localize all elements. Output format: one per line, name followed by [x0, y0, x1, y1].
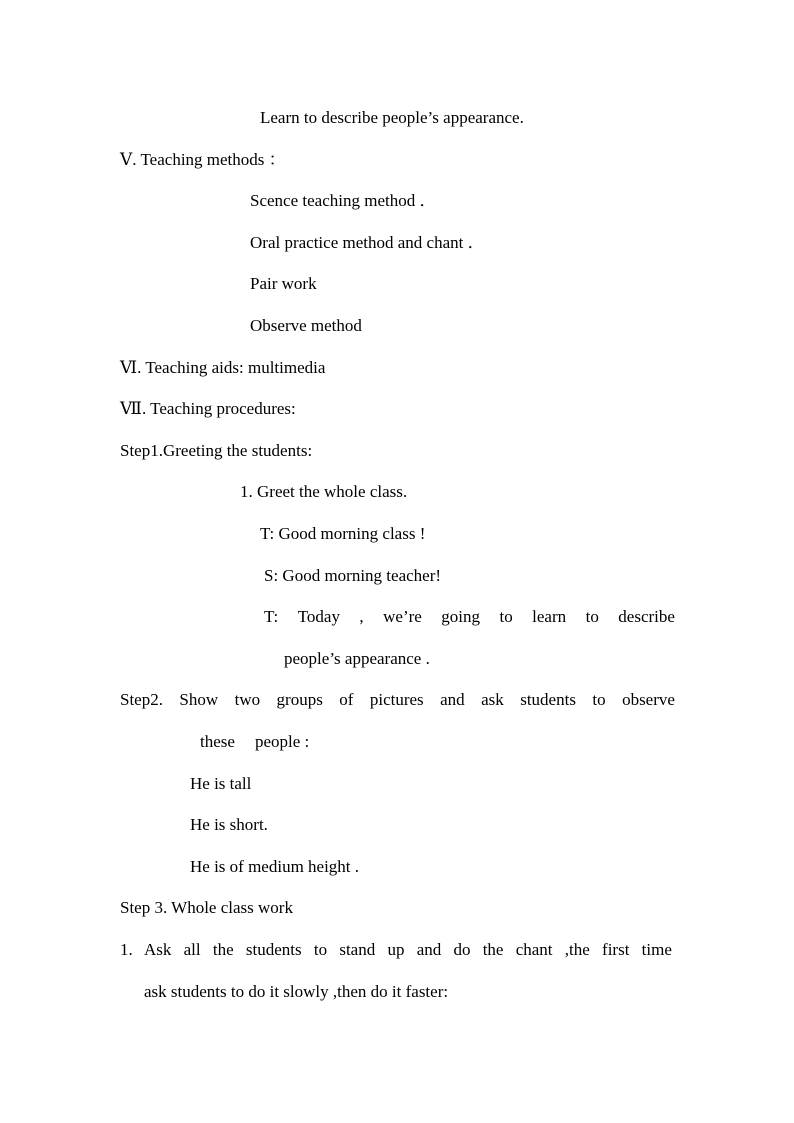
word: up	[387, 940, 405, 959]
word: pictures	[369, 690, 424, 709]
dialogue-line: S: Good morning teacher!	[264, 566, 442, 585]
word: learn	[532, 607, 567, 626]
word: to	[313, 940, 328, 959]
step-2-continuation	[200, 731, 309, 753]
section-7-heading	[120, 398, 296, 420]
word: people :	[254, 732, 310, 751]
step-3-item	[144, 939, 672, 961]
method-item: Observe method	[250, 316, 362, 335]
word: Ask	[144, 940, 172, 959]
word: stand	[339, 940, 376, 959]
step-3-item-number: 1.	[120, 940, 133, 959]
word: of	[339, 690, 354, 709]
word: and	[440, 690, 465, 709]
section-5-title: Teaching methods ：	[140, 150, 286, 169]
step-3-continuation: ask students to do it slowly ,then do it faster:	[144, 982, 449, 1001]
step-2-title	[120, 689, 675, 711]
word: the	[212, 940, 234, 959]
word: ,	[359, 607, 364, 626]
section-7-numeral: Ⅶ.	[120, 399, 147, 418]
word: chant	[515, 940, 553, 959]
word: the	[482, 940, 504, 959]
step-1-item: 1. Greet the whole class.	[240, 482, 408, 501]
word: observe	[622, 690, 675, 709]
word: describe	[618, 607, 675, 626]
word: to	[592, 690, 606, 709]
word: all	[183, 940, 201, 959]
section-6-numeral: Ⅵ.	[120, 358, 142, 377]
word: students	[520, 690, 576, 709]
word: to	[499, 607, 513, 626]
word: going	[441, 607, 481, 626]
word: T:	[264, 607, 279, 626]
method-item: Scence teaching method ．	[250, 191, 437, 210]
example-line: He is short.	[190, 815, 268, 834]
word: two	[234, 690, 261, 709]
section-7-text: Teaching procedures:	[150, 399, 296, 418]
objective-text: Learn to describe people’s appearance.	[260, 108, 524, 127]
example-line: He is tall	[190, 774, 252, 793]
word: we’re	[383, 607, 422, 626]
example-line: He is of medium height .	[190, 857, 360, 876]
word: do	[453, 940, 471, 959]
dialogue-line: T: Good morning class !	[260, 524, 426, 543]
word: time	[641, 940, 672, 959]
word: Show	[179, 690, 219, 709]
word: these	[200, 732, 235, 751]
section-5-heading	[120, 149, 286, 171]
word: to	[585, 607, 599, 626]
section-5-numeral: Ⅴ.	[120, 150, 137, 169]
word: students	[245, 940, 302, 959]
word: and	[416, 940, 442, 959]
word: Step2.	[120, 690, 163, 709]
word: groups	[276, 690, 323, 709]
section-6-heading	[120, 357, 325, 379]
step-1-title: Step1.Greeting the students:	[120, 441, 313, 460]
method-item: Oral practice method and chant ．	[250, 233, 485, 252]
dialogue-line-justified	[264, 606, 675, 628]
word: ask	[481, 690, 504, 709]
word: Today	[297, 607, 340, 626]
word: ,the	[564, 940, 590, 959]
step-3-title: Step 3. Whole class work	[120, 898, 293, 917]
method-item: Pair work	[250, 274, 317, 293]
dialogue-continuation: people’s appearance .	[284, 649, 430, 668]
section-6-text: Teaching aids: multimedia	[145, 358, 326, 377]
word: first	[602, 940, 630, 959]
